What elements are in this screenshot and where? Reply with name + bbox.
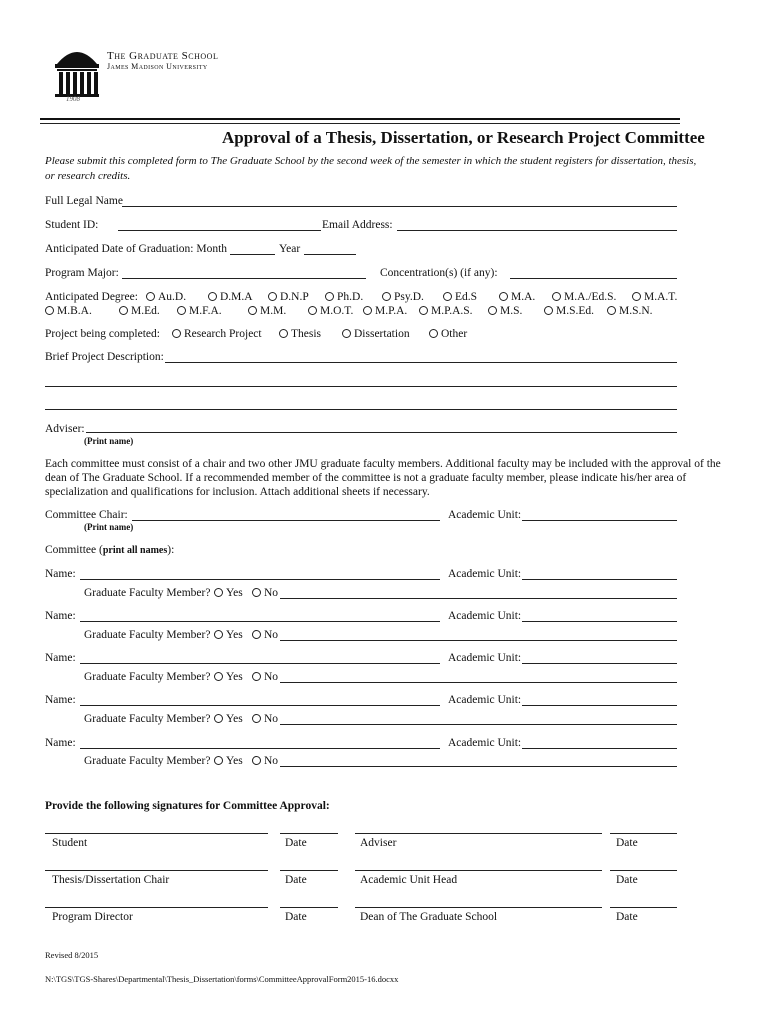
sig-adviser-date-line[interactable] xyxy=(610,833,677,834)
full-name-label: Full Legal Name xyxy=(45,195,123,207)
radio-circle-icon[interactable] xyxy=(443,292,452,301)
header-rule-bottom xyxy=(40,123,680,124)
member-unit-input[interactable] xyxy=(522,621,677,622)
radio-circle-icon[interactable] xyxy=(382,292,391,301)
program-major-input[interactable] xyxy=(122,278,366,279)
header-rule-top xyxy=(40,118,680,120)
member-name-label: Name: xyxy=(45,652,76,664)
member-name-input[interactable] xyxy=(80,663,440,664)
project-thesis[interactable]: Thesis xyxy=(279,329,321,341)
radio-circle-icon[interactable] xyxy=(325,292,334,301)
sig-unithead-date-line[interactable] xyxy=(610,870,677,871)
sig-unithead-label: Academic Unit Head xyxy=(360,874,458,886)
description-input-2[interactable] xyxy=(45,386,677,387)
radio-circle-icon[interactable] xyxy=(252,714,261,723)
radio-circle-icon[interactable] xyxy=(214,756,223,765)
radio-circle-icon[interactable] xyxy=(429,329,438,338)
degree-psyd[interactable]: Psy.D. xyxy=(382,292,424,304)
degree-dma[interactable]: D.M.A xyxy=(208,292,253,304)
concentration-input[interactable] xyxy=(510,278,677,279)
concentration-label: Concentration(s) (if any): xyxy=(380,267,498,279)
radio-circle-icon[interactable] xyxy=(146,292,155,301)
member-unit-input[interactable] xyxy=(522,748,677,749)
degree-med[interactable]: M.Ed. xyxy=(119,306,160,318)
member-name-input[interactable] xyxy=(80,621,440,622)
radio-circle-icon[interactable] xyxy=(252,756,261,765)
sig-chair-date-line[interactable] xyxy=(280,870,338,871)
degree-mba[interactable]: M.B.A. xyxy=(45,306,92,318)
instructions: Please submit this completed form to The Graduate School by the second week of the semester in which the student registers for dissertation, thesis, xyxy=(45,155,697,167)
chair-unit-input[interactable] xyxy=(522,520,677,521)
gfm-notes-input[interactable] xyxy=(280,598,677,599)
chair-print-name: (Print name) xyxy=(84,522,134,532)
radio-circle-icon[interactable] xyxy=(279,329,288,338)
degree-mpa[interactable]: M.P.A. xyxy=(363,306,407,318)
sig-student-label: Student xyxy=(52,837,88,849)
radio-circle-icon[interactable] xyxy=(119,306,128,315)
committee-note-1: Each committee must consist of a chair and two other JMU graduate faculty members. Additional faculty may be included with the approval of the xyxy=(45,458,721,470)
member-unit-label: Academic Unit: xyxy=(448,652,522,664)
description-input-1[interactable] xyxy=(165,362,677,363)
description-input-3[interactable] xyxy=(45,409,677,410)
description-label: Brief Project Description: xyxy=(45,351,164,363)
gfm-no[interactable]: No xyxy=(252,714,278,726)
degree-msed[interactable]: M.S.Ed. xyxy=(544,306,594,318)
sig-unithead-date-label: Date xyxy=(616,874,638,886)
project-dissertation[interactable]: Dissertation xyxy=(342,329,410,341)
committee-note-2: dean of The Graduate School. If a recommended member of the committee is not a graduate faculty member, please indicate his/her area of xyxy=(45,472,687,484)
sig-dean-label: Dean of The Graduate School xyxy=(360,911,498,923)
committee-note-3: specialization and qualifications for inclusion. Attach additional sheets if necessary. xyxy=(45,486,430,498)
sig-dean-date-label: Date xyxy=(616,911,638,923)
radio-circle-icon[interactable] xyxy=(252,588,261,597)
member-name-label: Name: xyxy=(45,610,76,622)
sig-dean-date-line[interactable] xyxy=(610,907,677,908)
gfm-notes-input[interactable] xyxy=(280,766,677,767)
gfm-no[interactable]: No xyxy=(252,672,278,684)
member-name-input[interactable] xyxy=(80,579,440,580)
school-name: The Graduate School xyxy=(107,50,219,62)
member-unit-label: Academic Unit: xyxy=(448,610,522,622)
degree-ma[interactable]: M.A. xyxy=(499,292,535,304)
logo-year: 1908 xyxy=(66,95,80,103)
gfm-no[interactable]: No xyxy=(252,588,278,600)
radio-circle-icon[interactable] xyxy=(499,292,508,301)
degree-mat[interactable]: M.A.T. xyxy=(632,292,677,304)
member-unit-input[interactable] xyxy=(522,663,677,664)
degree-dnp[interactable]: D.N.P xyxy=(268,292,309,304)
chair-input[interactable] xyxy=(132,520,440,521)
radio-circle-icon[interactable] xyxy=(45,306,54,315)
radio-circle-icon[interactable] xyxy=(214,588,223,597)
degree-ms[interactable]: M.S. xyxy=(488,306,522,318)
gfm-no[interactable]: No xyxy=(252,630,278,642)
member-unit-label: Academic Unit: xyxy=(448,694,522,706)
sig-director-line[interactable] xyxy=(45,907,268,908)
radio-circle-icon[interactable] xyxy=(252,630,261,639)
grad-year-input[interactable] xyxy=(304,254,356,255)
project-other[interactable]: Other xyxy=(429,329,467,341)
radio-circle-icon[interactable] xyxy=(214,672,223,681)
radio-circle-icon[interactable] xyxy=(214,630,223,639)
radio-circle-icon[interactable] xyxy=(308,306,317,315)
signatures-heading: Provide the following signatures for Committee Approval: xyxy=(45,800,330,812)
member-unit-label: Academic Unit: xyxy=(448,737,522,749)
form-title: Approval of a Thesis, Dissertation, or Research Project Committee xyxy=(222,128,705,147)
radio-circle-icon[interactable] xyxy=(607,306,616,315)
sig-chair-label: Thesis/Dissertation Chair xyxy=(52,874,170,886)
gfm-question: Graduate Faculty Member? xyxy=(84,755,211,767)
grad-month-label: Anticipated Date of Graduation: Month xyxy=(45,243,228,255)
sig-adviser-date-label: Date xyxy=(616,837,638,849)
gfm-question: Graduate Faculty Member? xyxy=(84,713,211,725)
sig-student-line[interactable] xyxy=(45,833,268,834)
sig-director-date-label: Date xyxy=(285,911,307,923)
member-name-label: Name: xyxy=(45,568,76,580)
degree-mot[interactable]: M.O.T. xyxy=(308,306,353,318)
degree-mfa[interactable]: M.F.A. xyxy=(177,306,222,318)
gfm-yes[interactable]: Yes xyxy=(214,588,243,600)
degree-mpas[interactable]: M.P.A.S. xyxy=(419,306,473,318)
radio-circle-icon[interactable] xyxy=(208,292,217,301)
chair-unit-label: Academic Unit: xyxy=(448,509,522,521)
gfm-notes-input[interactable] xyxy=(280,724,677,725)
chair-label: Committee Chair: xyxy=(45,509,128,521)
radio-circle-icon[interactable] xyxy=(544,306,553,315)
sig-adviser-label: Adviser xyxy=(360,837,397,849)
adviser-print-name: (Print name) xyxy=(84,436,134,446)
program-major-label: Program Major: xyxy=(45,267,119,279)
degree-phd[interactable]: Ph.D. xyxy=(325,292,363,304)
radio-circle-icon[interactable] xyxy=(268,292,277,301)
radio-circle-icon[interactable] xyxy=(552,292,561,301)
revised-date: Revised 8/2015 xyxy=(45,950,99,960)
sig-director-date-line[interactable] xyxy=(280,907,338,908)
adviser-input[interactable] xyxy=(86,432,677,433)
project-research[interactable]: Research Project xyxy=(172,329,262,341)
gfm-yes[interactable]: Yes xyxy=(214,672,243,684)
project-label: Project being completed: xyxy=(45,328,160,340)
member-name-label: Name: xyxy=(45,694,76,706)
radio-circle-icon[interactable] xyxy=(342,329,351,338)
committee-label: Committee (print all names): xyxy=(45,544,175,556)
student-id-label: Student ID: xyxy=(45,219,99,231)
sig-director-label: Program Director xyxy=(52,911,133,923)
gfm-yes[interactable]: Yes xyxy=(214,714,243,726)
sig-chair-line[interactable] xyxy=(45,870,268,871)
sig-chair-date-label: Date xyxy=(285,874,307,886)
degree-audt[interactable]: Au.D. xyxy=(146,292,186,304)
radio-circle-icon[interactable] xyxy=(419,306,428,315)
radio-circle-icon[interactable] xyxy=(632,292,641,301)
full-name-input[interactable] xyxy=(122,206,677,207)
degree-eds[interactable]: Ed.S xyxy=(443,292,477,304)
radio-circle-icon[interactable] xyxy=(214,714,223,723)
sig-adviser-line[interactable] xyxy=(355,833,602,834)
radio-circle-icon[interactable] xyxy=(172,329,181,338)
grad-month-input[interactable] xyxy=(230,254,275,255)
university-logo xyxy=(52,42,102,104)
sig-student-date-line[interactable] xyxy=(280,833,338,834)
radio-circle-icon[interactable] xyxy=(177,306,186,315)
email-label: Email Address: xyxy=(322,219,393,231)
degree-msn[interactable]: M.S.N. xyxy=(607,306,653,318)
sig-student-date-label: Date xyxy=(285,837,307,849)
degree-label: Anticipated Degree: xyxy=(45,291,138,303)
gfm-no[interactable]: No xyxy=(252,756,278,768)
radio-circle-icon[interactable] xyxy=(248,306,257,315)
degree-mm[interactable]: M.M. xyxy=(248,306,286,318)
gfm-question: Graduate Faculty Member? xyxy=(84,671,211,683)
gfm-notes-input[interactable] xyxy=(280,682,677,683)
gfm-yes[interactable]: Yes xyxy=(214,630,243,642)
gfm-question: Graduate Faculty Member? xyxy=(84,587,211,599)
member-unit-input[interactable] xyxy=(522,579,677,580)
sig-dean-line[interactable] xyxy=(355,907,602,908)
radio-circle-icon[interactable] xyxy=(252,672,261,681)
radio-circle-icon[interactable] xyxy=(488,306,497,315)
sig-unithead-line[interactable] xyxy=(355,870,602,871)
gfm-question: Graduate Faculty Member? xyxy=(84,629,211,641)
member-name-input[interactable] xyxy=(80,705,440,706)
gfm-yes[interactable]: Yes xyxy=(214,756,243,768)
degree-ma-eds[interactable]: M.A./Ed.S. xyxy=(552,292,616,304)
grad-year-label: Year xyxy=(279,243,301,255)
gfm-notes-input[interactable] xyxy=(280,640,677,641)
member-name-label: Name: xyxy=(45,737,76,749)
member-name-input[interactable] xyxy=(80,748,440,749)
student-id-input[interactable] xyxy=(118,230,321,231)
email-input[interactable] xyxy=(397,230,677,231)
file-path: N:\TGS\TGS-Shares\Departmental\Thesis_Dissertation\forms\CommitteeApprovalForm2015-16.docxx xyxy=(45,974,399,984)
instructions-cont: or research credits. xyxy=(45,170,131,182)
member-unit-input[interactable] xyxy=(522,705,677,706)
university-name: James Madison University xyxy=(107,62,208,71)
adviser-label: Adviser: xyxy=(45,423,85,435)
radio-circle-icon[interactable] xyxy=(363,306,372,315)
member-unit-label: Academic Unit: xyxy=(448,568,522,580)
